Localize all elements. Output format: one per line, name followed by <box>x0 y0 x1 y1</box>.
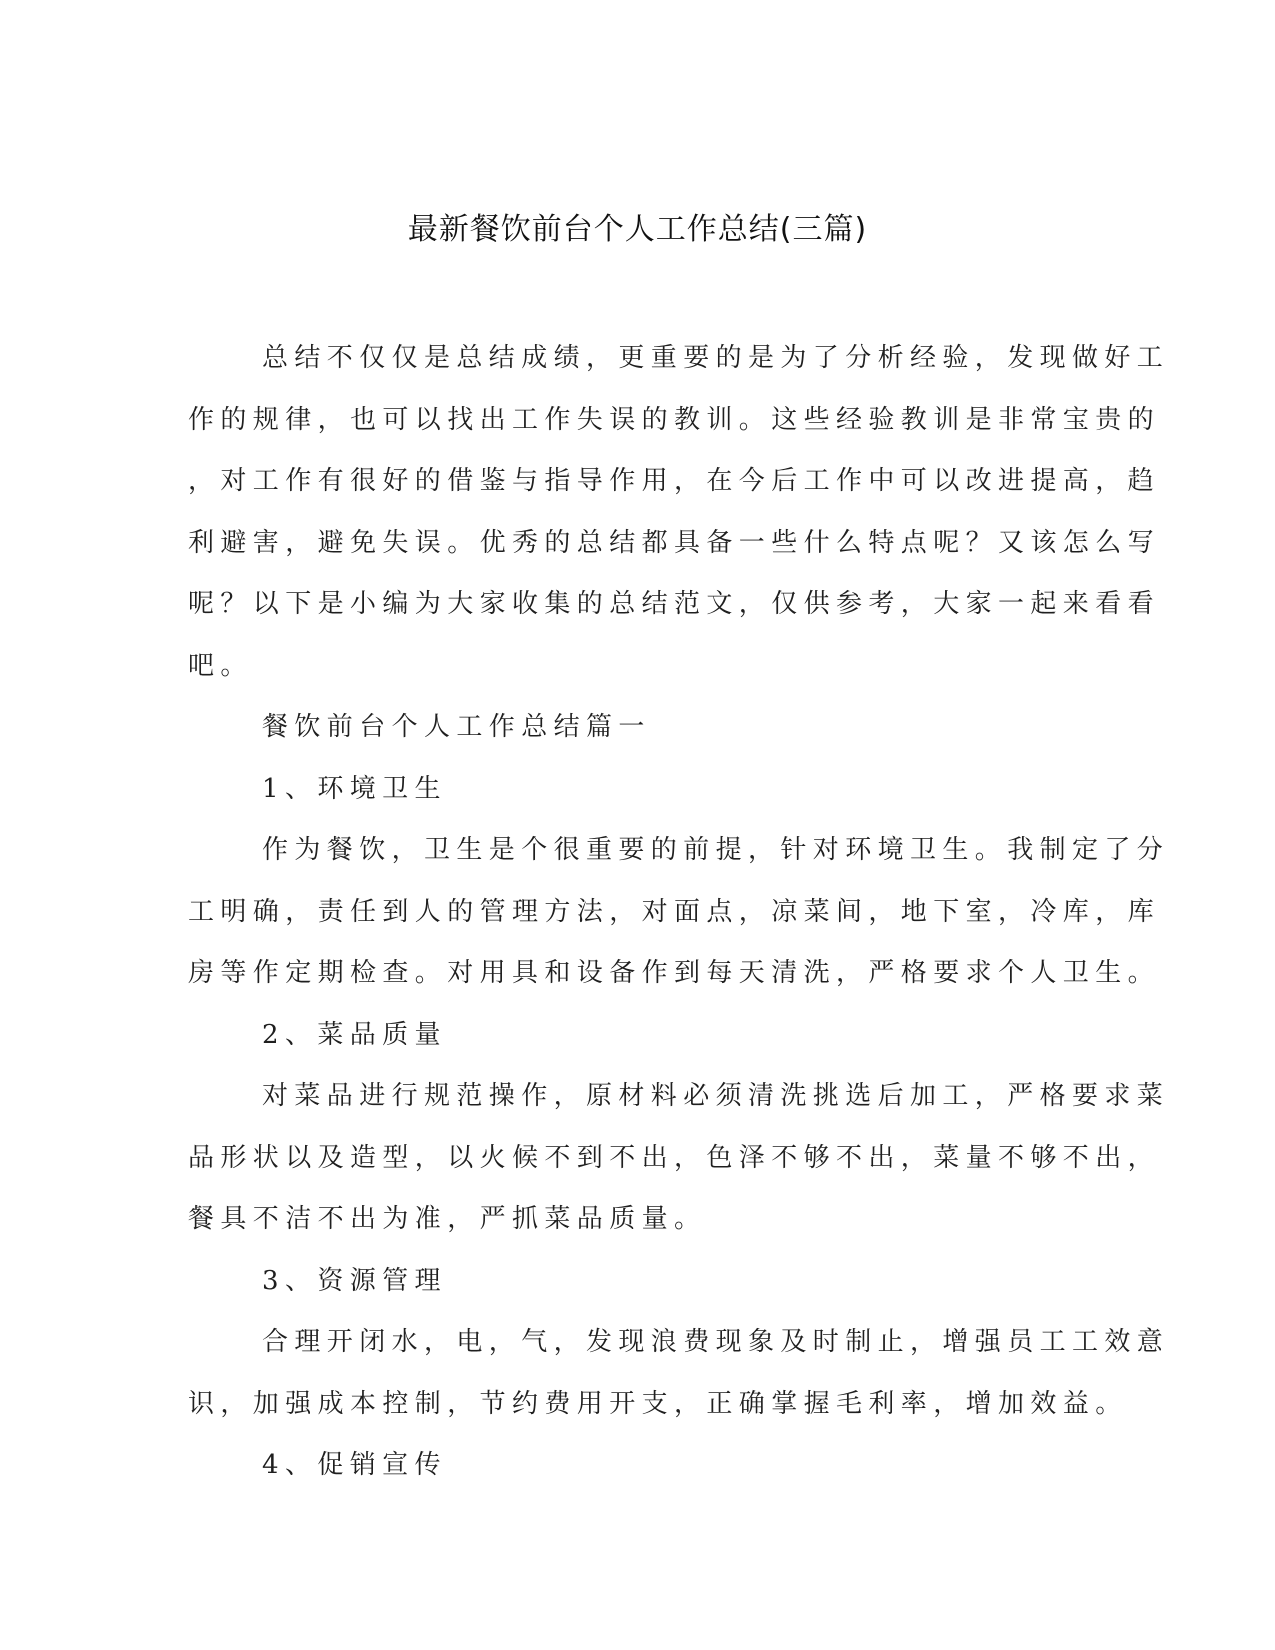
paragraph-line: 作的规律，也可以找出工作失误的教训。这些经验教训是非常宝贵的 <box>188 404 1161 435</box>
paragraph-line: 作为餐饮，卫生是个很重要的前提，针对环境卫生。我制定了分 <box>262 835 1170 865</box>
paragraph-line: 合理开闭水，电，气，发现浪费现象及时制止，增强员工工效意 <box>262 1327 1170 1357</box>
subsection-heading: 3、资源管理 <box>262 1265 447 1296</box>
section-heading: 餐饮前台个人工作总结篇一 <box>262 712 651 742</box>
paragraph-line: 对菜品进行规范操作，原材料必须清洗挑选后加工，严格要求菜 <box>262 1081 1170 1111</box>
paragraph-line: 总结不仅仅是总结成绩，更重要的是为了分析经验，发现做好工 <box>262 343 1170 373</box>
paragraph-line: ，对工作有很好的借鉴与指导作用，在今后工作中可以改进提高，趋 <box>188 466 1161 496</box>
paragraph-line: 呢？以下是小编为大家收集的总结范文，仅供参考，大家一起来看看 <box>188 589 1161 619</box>
subsection-heading: 2、菜品质量 <box>262 1019 447 1050</box>
paragraph-line: 工明确，责任到人的管理方法，对面点，凉菜间，地下室，冷库，库 <box>188 896 1161 927</box>
document-body <box>188 328 1170 1497</box>
paragraph-line: 吧。 <box>188 650 253 681</box>
document-title: 最新餐饮前台个人工作总结(三篇) <box>407 212 868 247</box>
paragraph-line: 餐具不洁不出为准，严抓菜品质量。 <box>188 1204 707 1234</box>
paragraph-line: 品形状以及造型，以火候不到不出，色泽不够不出，菜量不够不出， <box>188 1142 1161 1173</box>
paragraph-line: 房等作定期检查。对用具和设备作到每天清洗，严格要求个人卫生。 <box>188 958 1161 988</box>
subsection-heading: 4、促销宣传 <box>262 1450 447 1480</box>
paragraph-line: 利避害，避免失误。优秀的总结都具备一些什么特点呢？又该怎么写 <box>188 527 1161 558</box>
paragraph-line: 识，加强成本控制，节约费用开支，正确掌握毛利率，增加效益。 <box>188 1388 1128 1419</box>
subsection-heading: 1、环境卫生 <box>262 773 447 804</box>
